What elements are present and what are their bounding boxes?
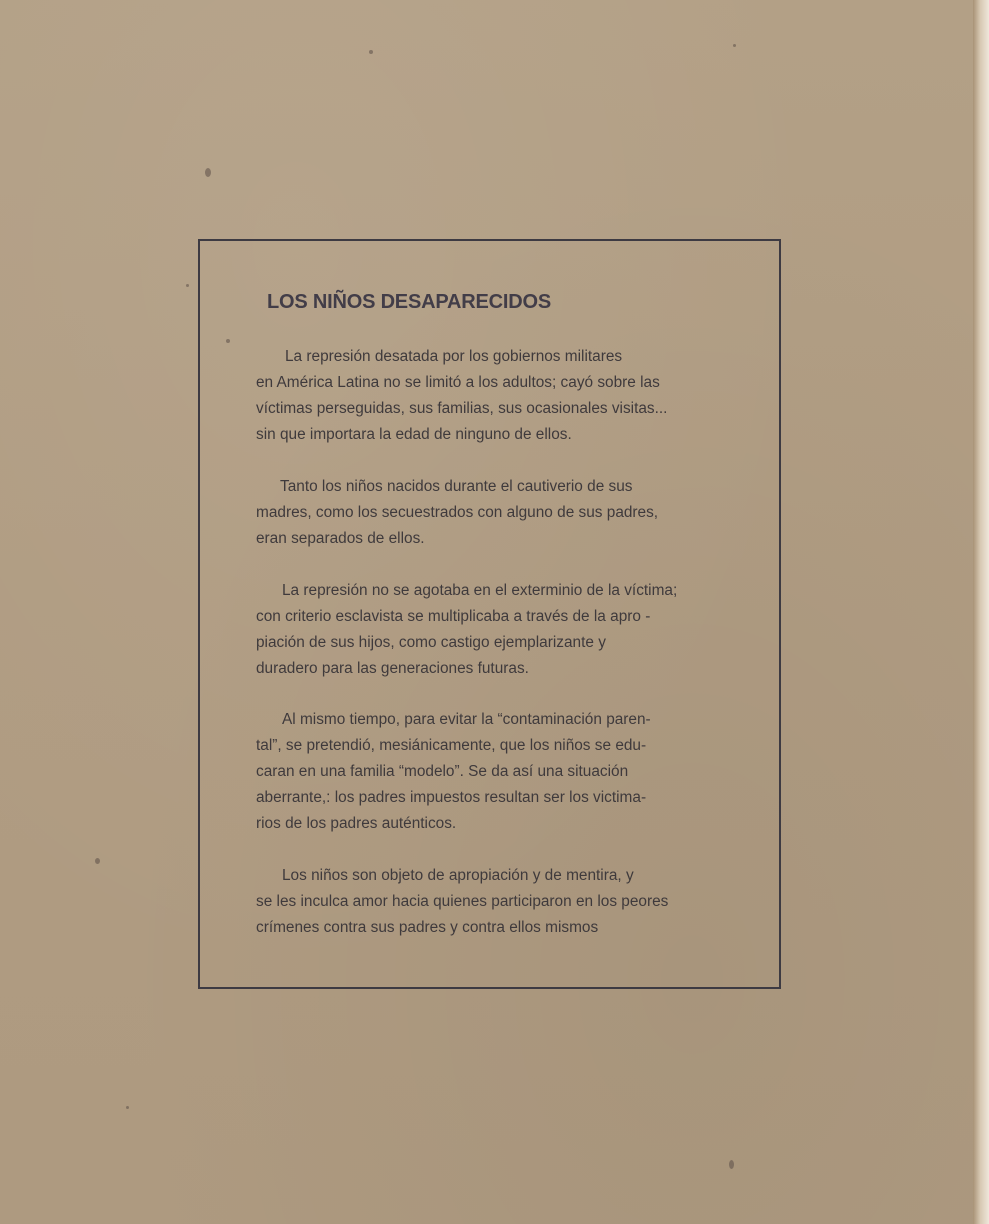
- paper-speck: [95, 858, 100, 864]
- text-frame: [198, 239, 781, 989]
- paper-speck: [733, 44, 736, 47]
- paragraph-line: tal”, se pretendió, mesiánicamente, que los niños se edu-: [256, 737, 647, 754]
- paragraph-line: en América Latina no se limitó a los adultos; cayó sobre las: [256, 374, 660, 391]
- paragraph-3: [256, 578, 677, 682]
- paragraph-line: eran separados de ellos.: [256, 530, 425, 547]
- paper-speck: [186, 284, 189, 287]
- paragraph-line: con criterio esclavista se multiplicaba a través de la apro -: [256, 608, 651, 625]
- paragraph-line: Tanto los niños nacidos durante el cautiverio de sus: [280, 478, 633, 495]
- paragraph-line: madres, como los secuestrados con alguno de sus padres,: [256, 504, 659, 521]
- paragraph-line: rios de los padres auténticos.: [256, 815, 457, 832]
- page-edge: [973, 0, 989, 1224]
- paragraph-line: Al mismo tiempo, para evitar la “contaminación paren-: [282, 711, 651, 728]
- document-title: LOS NIÑOS DESAPARECIDOS: [267, 291, 551, 313]
- paragraph-1: [256, 344, 667, 448]
- paper-speck: [369, 50, 373, 54]
- paragraph-line: La represión desatada por los gobiernos militares: [285, 348, 623, 365]
- paragraph-line: víctimas perseguidas, sus familias, sus ocasionales visitas...: [256, 400, 668, 417]
- paper-speck: [205, 168, 211, 177]
- paragraph-line: aberrante,: los padres impuestos resultan ser los victima-: [256, 789, 647, 806]
- paragraph-4: [256, 707, 651, 837]
- paragraph-line: sin que importara la edad de ninguno de ellos.: [256, 426, 572, 443]
- paragraph-line: piación de sus hijos, como castigo ejemplarizante y: [256, 634, 606, 651]
- paper-speck: [729, 1160, 734, 1169]
- paragraph-line: caran en una familia “modelo”. Se da así una situación: [256, 763, 629, 780]
- paragraph-line: duradero para las generaciones futuras.: [256, 660, 529, 677]
- paragraph-line: La represión no se agotaba en el exterminio de la víctima;: [282, 582, 678, 599]
- paragraph-2: [256, 474, 658, 552]
- paragraph-line: Los niños son objeto de apropiación y de mentira, y: [282, 867, 634, 884]
- paragraph-line: crímenes contra sus padres y contra ellos mismos: [256, 919, 599, 936]
- paragraph-5: [256, 863, 668, 941]
- paper-speck: [126, 1106, 129, 1109]
- paragraph-line: se les inculca amor hacia quienes participaron en los peores: [256, 893, 669, 910]
